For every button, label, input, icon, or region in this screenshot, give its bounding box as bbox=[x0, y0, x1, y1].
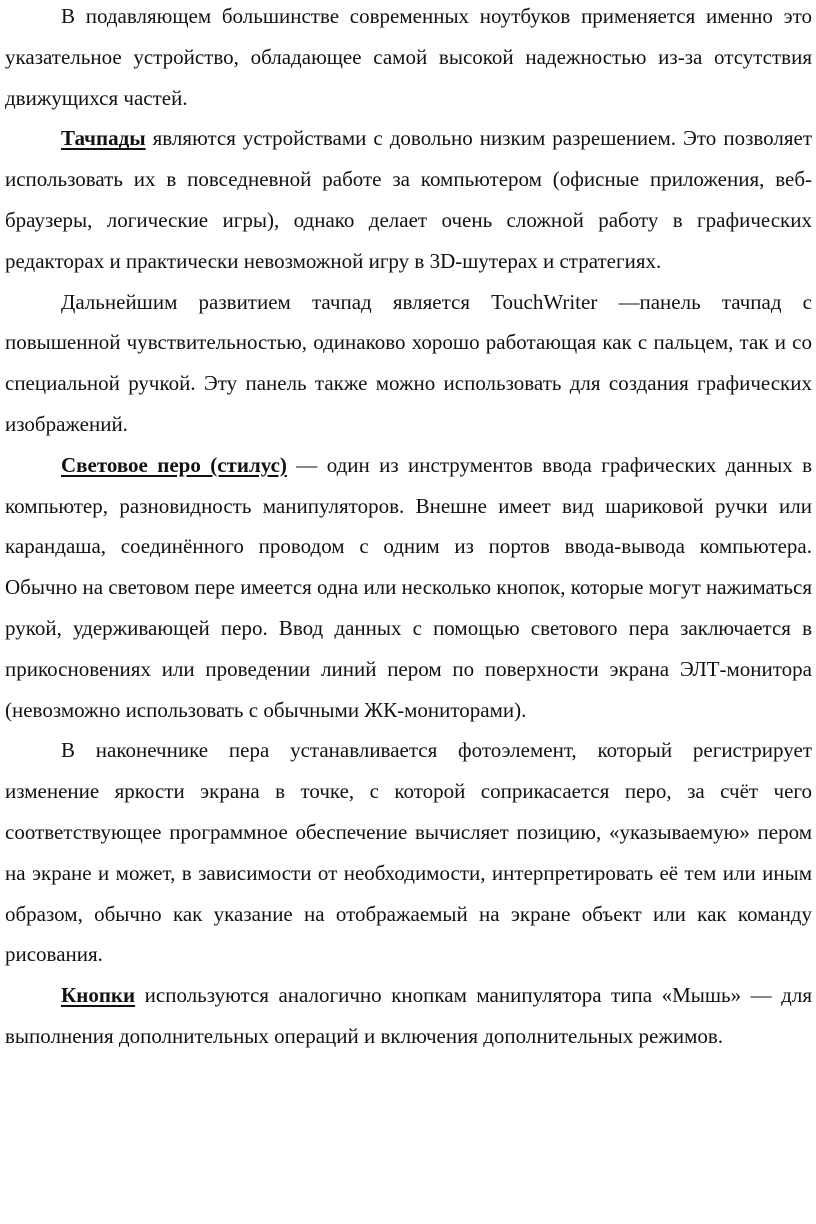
paragraph-touchpads bbox=[5, 118, 812, 281]
paragraph-touchpad-reliability bbox=[5, 0, 812, 118]
paragraph-pen-tip bbox=[5, 730, 812, 975]
paragraph-touchwriter bbox=[5, 282, 812, 445]
term-touchpads: Тачпады bbox=[61, 126, 146, 151]
paragraph-text: В подавляющем большинстве современных ноутбуков применяется именно это указательное устройство, обладающее самой высокой надежностью из-за отсутствия движущихся частей. bbox=[5, 4, 812, 110]
paragraph-text: являются устройствами с довольно низким разрешением. Это позволяет использовать их в повседневной работе за компьютером (офисные приложения, веб-браузеры, логические игры), однако делает очень сложной работу в графических редакторах и практически невозможной игру в 3D-шутерах и стратегиях. bbox=[5, 126, 812, 273]
paragraph-buttons bbox=[5, 975, 812, 1057]
term-buttons: Кнопки bbox=[61, 983, 136, 1008]
paragraph-light-pen bbox=[5, 445, 812, 731]
paragraph-text: — один из инструментов ввода графических данных в компьютер, разновидность манипуляторов. Внешне имеет вид шариковой ручки или карандаша, соединённого проводом с одним из портов ввода-вывода компьютера. Обычно на световом пере имеется одна или несколько кнопок, которые могут нажиматься рукой, удерживающей перо. Ввод данных с помощью светового пера заключается в прикосновениях или проведении линий пером по поверхности экрана ЭЛТ-монитора (невозможно использовать с обычными ЖК-мониторами). bbox=[5, 452, 812, 722]
paragraph-text: Дальнейшим развитием тачпад является TouchWriter —панель тачпад с повышенной чувствительностью, одинаково хорошо работающая как с пальцем, так и со специальной ручкой. Эту панель также можно использовать для создания графических изображений. bbox=[5, 289, 812, 436]
paragraph-text: В наконечнике пера устанавливается фотоэлемент, который регистрирует изменение яркости экрана в точке, с которой соприкасается перо, за счёт чего соответствующее программное обеспечение вычисляет позицию, «указываемую» пером на экране и может, в зависимости от необходимости, интерпретировать её тем или иным образом, обычно как указание на отображаемый на экране объект или как команду рисования. bbox=[5, 738, 812, 967]
term-light-pen: Световое перо (стилус) bbox=[61, 452, 287, 477]
paragraph-text: используются аналогично кнопкам манипулятора типа «Мышь» — для выполнения дополнительных операций и включения дополнительных режимов. bbox=[5, 983, 812, 1048]
